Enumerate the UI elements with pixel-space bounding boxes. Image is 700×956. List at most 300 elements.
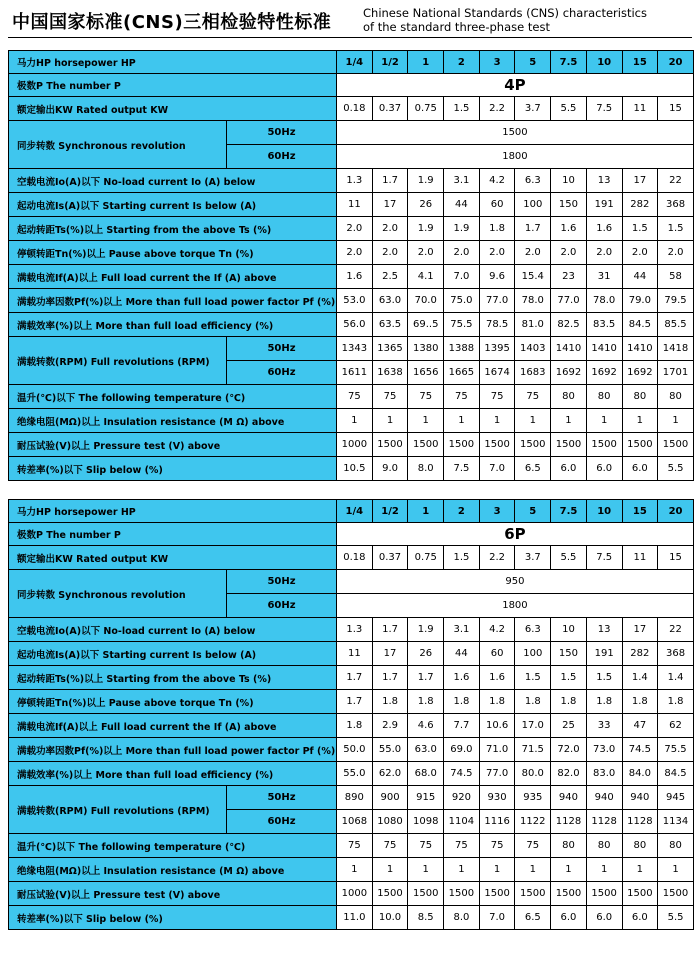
spec-row <box>9 313 694 337</box>
spec-row-value: 75 <box>515 834 551 858</box>
spec-row-value: 50.0 <box>337 738 373 762</box>
spec-row <box>9 385 694 409</box>
spec-row-value: 6.3 <box>515 618 551 642</box>
rpm-50hz-value: 1410 <box>586 337 622 361</box>
rpm-60hz-value: 1104 <box>444 810 480 834</box>
spec-row-value: 1.8 <box>586 690 622 714</box>
spec-row <box>9 834 694 858</box>
spec-row-value: 82.0 <box>551 762 587 786</box>
spec-row-value: 75 <box>515 385 551 409</box>
spec-row-value: 22 <box>658 618 694 642</box>
spec-row-value: 1.8 <box>372 690 408 714</box>
rpm-60hz-value: 1134 <box>658 810 694 834</box>
spec-row-value: 150 <box>551 642 587 666</box>
rated-output-row-value: 5.5 <box>551 546 587 570</box>
sync-60hz-label: 60Hz <box>227 145 337 169</box>
spec-row-value: 1 <box>515 409 551 433</box>
rpm-60hz-value: 1128 <box>551 810 587 834</box>
rated-output-row-value: 0.75 <box>408 546 444 570</box>
rpm-50hz-label: 50Hz <box>227 337 337 361</box>
spec-row-value: 17 <box>372 642 408 666</box>
spec-row-value: 26 <box>408 193 444 217</box>
spec-row-value: 70.0 <box>408 289 444 313</box>
spec-row-label: 温升(℃)以下 The following temperature (℃) <box>9 385 337 409</box>
spec-row-value: 77.0 <box>551 289 587 313</box>
rpm-row-50hz <box>9 786 694 810</box>
rpm-50hz-value: 1418 <box>658 337 694 361</box>
horsepower-row-value: 1/4 <box>337 500 373 523</box>
spec-row-value: 1.9 <box>408 169 444 193</box>
spec-row-value: 1 <box>408 409 444 433</box>
spec-row-value: 2.9 <box>372 714 408 738</box>
rpm-60hz-label: 60Hz <box>227 810 337 834</box>
spec-row-value: 191 <box>586 193 622 217</box>
spec-row-label: 耐压试验(V)以上 Pressure test (V) above <box>9 882 337 906</box>
rated-output-row-value: 2.2 <box>479 97 515 121</box>
spec-row-value: 17 <box>622 618 658 642</box>
spec-row-value: 3.1 <box>444 618 480 642</box>
rpm-50hz-value: 1380 <box>408 337 444 361</box>
spec-row-value: 4.2 <box>479 618 515 642</box>
spec-row-label: 绝缘电阻(MΩ)以上 Insulation resistance (M Ω) above <box>9 409 337 433</box>
spec-row-value: 58 <box>658 265 694 289</box>
spec-row-value: 68.0 <box>408 762 444 786</box>
horsepower-row-label: 马力HP horsepower HP <box>9 500 337 523</box>
spec-row-value: 1.8 <box>337 714 373 738</box>
spec-row-value: 1.6 <box>337 265 373 289</box>
spec-row-value: 23 <box>551 265 587 289</box>
rpm-50hz-value: 945 <box>658 786 694 810</box>
spec-row-value: 6.5 <box>515 906 551 930</box>
spec-row-value: 282 <box>622 193 658 217</box>
horsepower-row-value: 1 <box>408 500 444 523</box>
rated-output-row-value: 15 <box>658 546 694 570</box>
spec-row-value: 1500 <box>658 882 694 906</box>
spec-row <box>9 666 694 690</box>
spec-row-value: 80 <box>622 385 658 409</box>
spec-row-value: 2.0 <box>586 241 622 265</box>
spec-row-value: 2.0 <box>372 217 408 241</box>
spec-row-value: 79.5 <box>658 289 694 313</box>
rated-output-row <box>9 97 694 121</box>
rated-output-row-value: 11 <box>622 546 658 570</box>
sync-60hz-value: 1800 <box>337 594 694 618</box>
spec-row-value: 69.0 <box>444 738 480 762</box>
spec-row-value: 282 <box>622 642 658 666</box>
spec-row-value: 80 <box>551 385 587 409</box>
spec-row-value: 1 <box>586 409 622 433</box>
spec-row-value: 1 <box>372 858 408 882</box>
spec-row-label: 绝缘电阻(MΩ)以上 Insulation resistance (M Ω) above <box>9 858 337 882</box>
spec-row-value: 11.0 <box>337 906 373 930</box>
horsepower-row-label: 马力HP horsepower HP <box>9 51 337 74</box>
horsepower-row-value: 5 <box>515 500 551 523</box>
rpm-50hz-value: 940 <box>622 786 658 810</box>
sync-50hz-label: 50Hz <box>227 570 337 594</box>
spec-row-value: 75 <box>337 385 373 409</box>
spec-row-value: 63.5 <box>372 313 408 337</box>
spec-row-value: 75.5 <box>444 313 480 337</box>
spec-row-value: 1.7 <box>337 690 373 714</box>
spec-row-value: 1 <box>658 858 694 882</box>
spec-row-value: 368 <box>658 642 694 666</box>
spec-row-value: 191 <box>586 642 622 666</box>
spec-row-value: 7.5 <box>444 457 480 481</box>
spec-row-value: 77.0 <box>479 762 515 786</box>
spec-row-value: 7.7 <box>444 714 480 738</box>
spec-row-value: 1.9 <box>408 618 444 642</box>
spec-row <box>9 409 694 433</box>
pole-row <box>9 74 694 97</box>
spec-row-value: 2.0 <box>622 241 658 265</box>
rated-output-row-value: 1.5 <box>444 546 480 570</box>
spec-row-value: 1.7 <box>372 169 408 193</box>
rpm-50hz-value: 1410 <box>551 337 587 361</box>
rpm-60hz-value: 1122 <box>515 810 551 834</box>
spec-row-value: 73.0 <box>586 738 622 762</box>
spec-row-value: 79.0 <box>622 289 658 313</box>
pole-label: 极数P The number P <box>9 74 337 97</box>
spec-row-value: 84.5 <box>658 762 694 786</box>
spec-row-value: 1.8 <box>622 690 658 714</box>
spec-row-label: 起动转距Ts(%)以上 Starting from the above Ts (%) <box>9 217 337 241</box>
horsepower-row-value: 15 <box>622 500 658 523</box>
spec-row-value: 10.0 <box>372 906 408 930</box>
rpm-50hz-value: 1388 <box>444 337 480 361</box>
rpm-60hz-value: 1080 <box>372 810 408 834</box>
spec-row-value: 1500 <box>586 882 622 906</box>
spec-row-value: 17 <box>622 169 658 193</box>
rpm-60hz-value: 1068 <box>337 810 373 834</box>
spec-row-value: 1.7 <box>408 666 444 690</box>
sync-row-50hz <box>9 121 694 145</box>
rpm-label: 满载转数(RPM) Full revolutions (RPM) <box>9 786 227 834</box>
spec-row-value: 2.0 <box>337 241 373 265</box>
spec-row-value: 71.0 <box>479 738 515 762</box>
rpm-60hz-value: 1611 <box>337 361 373 385</box>
spec-row-value: 80 <box>586 834 622 858</box>
sync-label: 同步转数 Synchronous revolution <box>9 121 227 169</box>
spec-row-label: 空载电流Io(A)以下 No-load current Io (A) below <box>9 169 337 193</box>
spec-row-value: 1500 <box>515 882 551 906</box>
rated-output-row-value: 7.5 <box>586 546 622 570</box>
rpm-60hz-value: 1692 <box>622 361 658 385</box>
spec-row-label: 满载功率因数Pf(%)以上 More than full load power factor Pf (%) <box>9 738 337 762</box>
spec-row-value: 84.5 <box>622 313 658 337</box>
spec-row-value: 56.0 <box>337 313 373 337</box>
spec-row-label: 停顿转距Tn(%)以上 Pause above torque Tn (%) <box>9 241 337 265</box>
spec-row-value: 1.3 <box>337 618 373 642</box>
spec-row-value: 6.0 <box>551 457 587 481</box>
spec-row-value: 75 <box>372 834 408 858</box>
spec-row-value: 2.0 <box>658 241 694 265</box>
spec-row-value: 85.5 <box>658 313 694 337</box>
horsepower-row <box>9 500 694 523</box>
spec-row <box>9 858 694 882</box>
rated-output-row <box>9 546 694 570</box>
spec-row-value: 1 <box>479 409 515 433</box>
spec-row-label: 满载功率因数Pf(%)以上 More than full load power factor Pf (%) <box>9 289 337 313</box>
spec-row-value: 44 <box>622 265 658 289</box>
spec-row <box>9 906 694 930</box>
spec-row-value: 63.0 <box>408 738 444 762</box>
title-chinese: 中国国家标准(CNS)三相检验特性标准 <box>12 12 332 33</box>
spec-row-value: 53.0 <box>337 289 373 313</box>
rpm-60hz-value: 1692 <box>551 361 587 385</box>
rpm-50hz-value: 930 <box>479 786 515 810</box>
spec-row-value: 10 <box>551 618 587 642</box>
spec-row-value: 60 <box>479 193 515 217</box>
spec-row <box>9 762 694 786</box>
table-4p <box>8 50 694 481</box>
spec-row-value: 2.0 <box>515 241 551 265</box>
spec-row-value: 74.5 <box>622 738 658 762</box>
spec-row-value: 1.7 <box>515 217 551 241</box>
spec-row-value: 1500 <box>408 433 444 457</box>
spec-row <box>9 265 694 289</box>
spec-row-value: 2.0 <box>408 241 444 265</box>
spec-row-value: 5.5 <box>658 906 694 930</box>
spec-row <box>9 690 694 714</box>
spec-row-value: 75 <box>479 834 515 858</box>
spec-row-value: 1.8 <box>658 690 694 714</box>
sync-label: 同步转数 Synchronous revolution <box>9 570 227 618</box>
horsepower-row-value: 5 <box>515 51 551 74</box>
rpm-60hz-value: 1674 <box>479 361 515 385</box>
rated-output-row-value: 15 <box>658 97 694 121</box>
spec-row-value: 4.2 <box>479 169 515 193</box>
horsepower-row-value: 7.5 <box>551 51 587 74</box>
spec-row-value: 1 <box>551 409 587 433</box>
rated-output-row-value: 0.37 <box>372 546 408 570</box>
spec-row-value: 44 <box>444 193 480 217</box>
spec-row-value: 6.5 <box>515 457 551 481</box>
header-rule <box>8 37 692 38</box>
spec-row-value: 74.5 <box>444 762 480 786</box>
spec-row-value: 26 <box>408 642 444 666</box>
spec-row-value: 2.0 <box>337 217 373 241</box>
spec-row-value: 10 <box>551 169 587 193</box>
spec-row-value: 1000 <box>337 433 373 457</box>
pole-value: 4P <box>337 74 694 97</box>
spec-row-value: 3.1 <box>444 169 480 193</box>
spec-row-value: 78.0 <box>515 289 551 313</box>
rated-output-row-value: 0.75 <box>408 97 444 121</box>
horsepower-row-value: 2 <box>444 51 480 74</box>
spec-row <box>9 217 694 241</box>
spec-row <box>9 618 694 642</box>
spec-row-label: 转差率(%)以下 Slip below (%) <box>9 457 337 481</box>
rpm-50hz-value: 920 <box>444 786 480 810</box>
rated-output-row-value: 7.5 <box>586 97 622 121</box>
table-6p <box>8 499 694 930</box>
sync-50hz-value: 950 <box>337 570 694 594</box>
horsepower-row-value: 10 <box>586 51 622 74</box>
spec-row-value: 100 <box>515 642 551 666</box>
rpm-50hz-value: 900 <box>372 786 408 810</box>
rated-output-row-label: 额定输出KW Rated output KW <box>9 97 337 121</box>
spec-row-value: 1.7 <box>337 666 373 690</box>
spec-row-value: 1 <box>658 409 694 433</box>
spec-row-value: 47 <box>622 714 658 738</box>
spec-row <box>9 433 694 457</box>
rpm-50hz-value: 1410 <box>622 337 658 361</box>
horsepower-row-value: 7.5 <box>551 500 587 523</box>
spec-row-value: 1.5 <box>515 666 551 690</box>
spec-row-value: 6.3 <box>515 169 551 193</box>
spec-row-value: 1500 <box>658 433 694 457</box>
horsepower-row-value: 20 <box>658 500 694 523</box>
spec-row-value: 1.9 <box>444 217 480 241</box>
spec-row-value: 1500 <box>622 433 658 457</box>
spec-row-value: 2.0 <box>551 241 587 265</box>
spec-row-value: 1 <box>408 858 444 882</box>
spec-row-value: 1500 <box>586 433 622 457</box>
spec-row <box>9 193 694 217</box>
spec-row-value: 1.9 <box>408 217 444 241</box>
spec-row-value: 71.5 <box>515 738 551 762</box>
spec-row-value: 2.5 <box>372 265 408 289</box>
spec-row-value: 83.0 <box>586 762 622 786</box>
rpm-50hz-label: 50Hz <box>227 786 337 810</box>
title-english-line1: Chinese National Standards (CNS) characteristics <box>363 6 647 20</box>
horsepower-row-value: 1/2 <box>372 51 408 74</box>
rpm-60hz-value: 1128 <box>622 810 658 834</box>
spec-row-value: 8.0 <box>444 906 480 930</box>
spec-row-value: 1.6 <box>479 666 515 690</box>
spec-row-label: 停顿转距Tn(%)以上 Pause above torque Tn (%) <box>9 690 337 714</box>
spec-row <box>9 714 694 738</box>
spec-row-value: 2.0 <box>479 241 515 265</box>
spec-row-value: 72.0 <box>551 738 587 762</box>
spec-row-label: 满载电流If(A)以上 Full load current the If (A) above <box>9 265 337 289</box>
spec-row-value: 10.5 <box>337 457 373 481</box>
rpm-60hz-value: 1116 <box>479 810 515 834</box>
spec-row-value: 82.5 <box>551 313 587 337</box>
spec-row-value: 1500 <box>372 882 408 906</box>
spec-row <box>9 241 694 265</box>
rpm-50hz-value: 915 <box>408 786 444 810</box>
spec-row-value: 75 <box>479 385 515 409</box>
rated-output-row-value: 0.18 <box>337 546 373 570</box>
spec-row-label: 耐压试验(V)以上 Pressure test (V) above <box>9 433 337 457</box>
spec-row-value: 1.8 <box>408 690 444 714</box>
spec-row-value: 1 <box>337 409 373 433</box>
pole-value: 6P <box>337 523 694 546</box>
spec-row-value: 60 <box>479 642 515 666</box>
spec-row <box>9 738 694 762</box>
pole-row <box>9 523 694 546</box>
spec-row-value: 6.0 <box>586 457 622 481</box>
spec-row-value: 11 <box>337 642 373 666</box>
spec-row-value: 80 <box>586 385 622 409</box>
spec-row-value: 80 <box>551 834 587 858</box>
spec-row-label: 起动转距Ts(%)以上 Starting from the above Ts (%) <box>9 666 337 690</box>
spec-row-value: 77.0 <box>479 289 515 313</box>
spec-row-value: 1000 <box>337 882 373 906</box>
spec-row-value: 83.5 <box>586 313 622 337</box>
spec-row-value: 1.4 <box>658 666 694 690</box>
spec-row-value: 84.0 <box>622 762 658 786</box>
rpm-50hz-value: 1343 <box>337 337 373 361</box>
spec-row-value: 6.0 <box>551 906 587 930</box>
rpm-60hz-value: 1701 <box>658 361 694 385</box>
horsepower-row-value: 20 <box>658 51 694 74</box>
rpm-50hz-value: 1395 <box>479 337 515 361</box>
spec-row-value: 7.0 <box>479 457 515 481</box>
rpm-60hz-value: 1683 <box>515 361 551 385</box>
spec-row-value: 55.0 <box>337 762 373 786</box>
spec-row <box>9 289 694 313</box>
spec-row-value: 100 <box>515 193 551 217</box>
horsepower-row-value: 3 <box>479 500 515 523</box>
spec-row-value: 4.6 <box>408 714 444 738</box>
spec-row-value: 1.4 <box>622 666 658 690</box>
spec-row-value: 1 <box>444 858 480 882</box>
title-english <box>363 6 647 34</box>
spec-row-value: 1500 <box>622 882 658 906</box>
spec-row-value: 1500 <box>444 433 480 457</box>
spec-row-value: 7.0 <box>444 265 480 289</box>
title-english-line2: of the standard three-phase test <box>363 20 550 34</box>
pole-label: 极数P The number P <box>9 523 337 546</box>
spec-row-value: 1500 <box>408 882 444 906</box>
spec-row-value: 75 <box>444 834 480 858</box>
horsepower-row-value: 1/2 <box>372 500 408 523</box>
spec-row-value: 13 <box>586 618 622 642</box>
sync-row-50hz <box>9 570 694 594</box>
spec-row-value: 6.0 <box>586 906 622 930</box>
spec-row-label: 转差率(%)以下 Slip below (%) <box>9 906 337 930</box>
rpm-50hz-value: 940 <box>551 786 587 810</box>
spec-row-value: 7.0 <box>479 906 515 930</box>
spec-row-value: 1500 <box>479 433 515 457</box>
spec-row-value: 1.8 <box>551 690 587 714</box>
horsepower-row-value: 3 <box>479 51 515 74</box>
spec-row <box>9 642 694 666</box>
spec-row-label: 空载电流Io(A)以下 No-load current Io (A) below <box>9 618 337 642</box>
rpm-50hz-value: 940 <box>586 786 622 810</box>
spec-row <box>9 882 694 906</box>
sync-50hz-label: 50Hz <box>227 121 337 145</box>
spec-row-value: 55.0 <box>372 738 408 762</box>
spec-row-value: 75 <box>408 834 444 858</box>
spec-row-value: 1500 <box>551 882 587 906</box>
spec-row-value: 1.8 <box>444 690 480 714</box>
spec-row-value: 1 <box>372 409 408 433</box>
spec-row-value: 1500 <box>479 882 515 906</box>
spec-row-value: 63.0 <box>372 289 408 313</box>
spec-row-value: 1 <box>622 858 658 882</box>
spec-row-value: 2.0 <box>372 241 408 265</box>
rpm-row-50hz <box>9 337 694 361</box>
spec-row-value: 1 <box>444 409 480 433</box>
rpm-60hz-value: 1638 <box>372 361 408 385</box>
sync-60hz-label: 60Hz <box>227 594 337 618</box>
rpm-60hz-value: 1656 <box>408 361 444 385</box>
rpm-50hz-value: 1403 <box>515 337 551 361</box>
spec-row-value: 75.0 <box>444 289 480 313</box>
spec-row-value: 80 <box>658 385 694 409</box>
horsepower-row-value: 1/4 <box>337 51 373 74</box>
sync-50hz-value: 1500 <box>337 121 694 145</box>
rpm-50hz-value: 890 <box>337 786 373 810</box>
spec-row-value: 6.0 <box>622 906 658 930</box>
rpm-50hz-value: 1365 <box>372 337 408 361</box>
rpm-60hz-value: 1098 <box>408 810 444 834</box>
rpm-label: 满载转数(RPM) Full revolutions (RPM) <box>9 337 227 385</box>
rpm-60hz-value: 1128 <box>586 810 622 834</box>
